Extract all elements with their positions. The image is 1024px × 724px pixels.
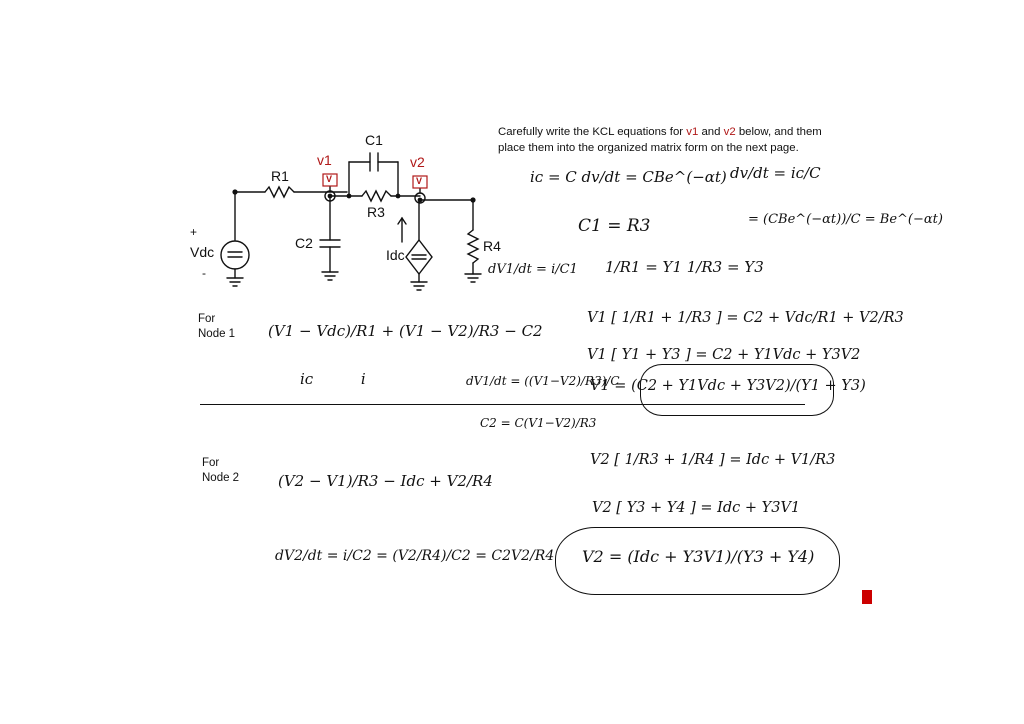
dv1dt-definition: dV1/dt = i/C1 <box>488 262 578 277</box>
v2-node-label: v2 <box>410 154 425 170</box>
node1-result: V1 = (C2 + Y1Vdc + Y3V2)/(Y1 + Y3) <box>590 378 866 394</box>
admittance-definitions: 1/R1 = Y1 1/R3 = Y3 <box>605 258 764 276</box>
v1-node-label: v1 <box>317 152 332 168</box>
instructions-text: Carefully write the KCL equations for v1 and v2 below, and them place them into the organized matrix form on the next page. <box>498 126 822 154</box>
node2-label: For Node 2 <box>202 457 240 484</box>
minus-sign: - <box>202 266 206 280</box>
worksheet-page <box>150 112 943 608</box>
mid-c2-note: C2 = C(V1−V2)/R3 <box>480 416 597 430</box>
v2-probe-letter: V <box>416 176 423 186</box>
v1-probe-letter: V <box>326 174 333 184</box>
node1-equation-1: V1 [ 1/R1 + 1/R3 ] = C2 + Vdc/R1 + V2/R3 <box>587 310 904 326</box>
dvdt-result: = (CBe^(−αt))/C = Be^(−αt) <box>748 212 943 227</box>
node2-kcl-equation: (V2 − V1)/R3 − Idc + V2/R4 <box>278 472 493 490</box>
node2-equation-1: V2 [ 1/R3 + 1/R4 ] = Idc + V1/R3 <box>590 452 836 468</box>
v1-ref: v1 <box>686 126 699 138</box>
page-edge-marker <box>862 590 872 604</box>
c2-label: C2 <box>295 235 313 251</box>
node1-equation-2: V1 [ Y1 + Y3 ] = C2 + Y1Vdc + Y3V2 <box>587 347 861 363</box>
node2-equation-2: V2 [ Y3 + Y4 ] = Idc + Y3V1 <box>592 500 801 516</box>
circuit-diagram <box>150 112 495 312</box>
dv2dt-derivation: dV2/dt = i/C2 = (V2/R4)/C2 = C2V2/R4 <box>275 548 555 564</box>
c1-label: C1 <box>365 132 383 148</box>
c1-equals-r3: C1 = R3 <box>578 216 651 236</box>
node1-kcl-equation: (V1 − Vdc)/R1 + (V1 − V2)/R3 − C2 <box>268 322 543 340</box>
dvdt-definition: dv/dt = iᴄ/C <box>730 164 821 182</box>
r4-label: R4 <box>483 238 501 254</box>
v2-ref: v2 <box>723 126 736 138</box>
r3-label: R3 <box>367 204 385 220</box>
ic-definition: iᴄ = C dv/dt = CBe^(−αt) <box>530 168 727 186</box>
vdc-label: Vdc <box>190 244 215 260</box>
node1-current-labels: iᴄ i <box>300 370 366 388</box>
section-divider <box>200 404 805 405</box>
node2-result: V2 = (Idc + Y3V1)/(Y3 + Y4) <box>582 547 815 566</box>
idc-label: Idc <box>386 247 405 263</box>
node1-label: For Node 1 <box>198 313 236 340</box>
plus-sign: + <box>190 225 198 239</box>
r1-label: R1 <box>271 168 289 184</box>
mid-dv1dt-note: dV1/dt = ((V1−V2)/R3)/C <box>466 374 620 388</box>
